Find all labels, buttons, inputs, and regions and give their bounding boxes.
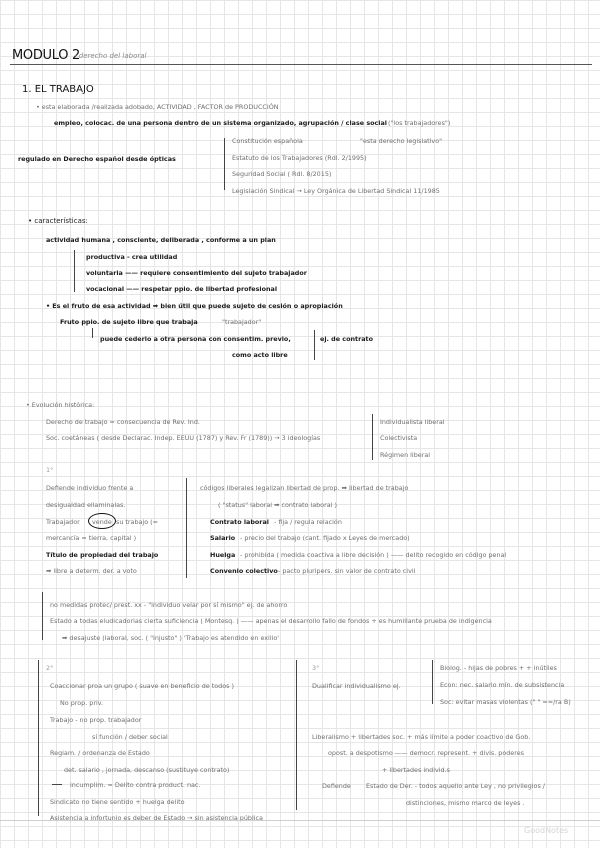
text-line: Biolog. - hijas de pobres + + inútiles <box>440 664 557 672</box>
text-line: códigos liberales legalizan libertad de prop. ➡ libertad de trabajo <box>200 484 409 492</box>
text-line: empleo, colocac. de una persona dentro de un sistema organizado, agrupación / clase social <box>54 119 387 127</box>
text-line: mercancía = tierra, capital ) <box>46 534 137 542</box>
number-label: 2° <box>46 664 54 672</box>
bracket-line <box>314 330 315 360</box>
text-line: sí función / deber social <box>92 733 168 741</box>
text-line: Defiende <box>322 782 351 790</box>
text-line: regulado en Derecho español desde ópticas <box>18 155 176 163</box>
text-line: Sindicato no tiene sentido + huelga delito <box>50 798 185 806</box>
text-line: Título de propiedad del trabajo <box>46 551 159 559</box>
page-title: MODULO 2 <box>12 48 80 63</box>
text-line: - precio del trabajo (cant. fijado x Leyes de mercado) <box>240 534 410 542</box>
text-line: ( "status" laboral ➡ contrato laboral ) <box>218 501 337 509</box>
text-line: vende <box>92 518 112 526</box>
arrow-line <box>92 328 93 338</box>
bracket-line <box>74 250 75 292</box>
text-line: Convenio colectivo <box>210 567 278 575</box>
text-line: Soc. coetáneas ( desde Declarac. Indep. EEUU (1787) y Rev. Fr (1789)) → 3 ideologías <box>46 434 321 442</box>
text-line: actividad humana , consciente, deliberada , conforme a un plan <box>46 236 276 244</box>
bracket-line <box>186 478 187 578</box>
text-line: Regiam. / ordenanza de Estado <box>50 749 150 757</box>
text-line: Huelga <box>210 551 236 559</box>
text-line: ej. de contrato <box>320 335 374 343</box>
title-underline <box>10 64 592 65</box>
number-label: 1° <box>46 466 54 474</box>
text-line: Econ: nec. salario mín. de subsistencia <box>440 681 565 689</box>
text-line: + libertades individ.s <box>382 766 450 774</box>
text-line: det. salario , jornada, descanso (sustituye contrato) <box>64 766 230 774</box>
bracket-line <box>42 592 43 640</box>
watermark: GoodNotes <box>524 826 569 835</box>
text-line: Dualificar individualismo ej. <box>312 682 401 690</box>
text-line: "trabajador" <box>222 318 262 326</box>
footer-rule <box>0 820 600 821</box>
text-line: ➡ libre a determ. der. a voto <box>46 567 137 575</box>
section-heading: 1. EL TRABAJO <box>22 84 94 95</box>
text-line: distinciones, mismo marco de leyes . <box>406 799 525 807</box>
text-line: "esta derecho legislativo" <box>360 137 443 145</box>
text-line: No prop. priv. <box>60 699 104 707</box>
text-line: Estado a todas eludicadorias cierta suficiencia ( Montesq. ) —— apenas el desarrollo fallo de fondos + es humillante prueba de indigencia <box>50 617 492 625</box>
page-subtitle: - derecho del laboral <box>74 52 147 60</box>
text-line: su trabajo (= <box>116 518 158 526</box>
text-line: Asistencia a infortunio es deber de Estado → sin asistencia pública <box>50 814 263 822</box>
text-line: incumplim. = Delito contra product. nac. <box>70 781 201 789</box>
text-line: Fruto ppio. de sujeto libre que trabaja <box>60 318 198 326</box>
subheading: • Evolución histórica: <box>26 401 95 409</box>
text-line: vocacional —— respetar ppio. de libertad profesional <box>86 285 278 293</box>
text-line: Trabajo - no prop. trabajador <box>50 716 142 724</box>
text-line: no medidas protec/ prest. xx - "individuo velar por sí mismo" ej. de ahorro <box>50 601 288 609</box>
text-line: ("los trabajadores") <box>388 119 451 127</box>
text-line: Derecho de trabajo = consecuencia de Rev. Ind. <box>46 418 200 426</box>
bracket-line <box>432 660 433 704</box>
text-line: • esta elaborada /realizada adobado, ACTIVIDAD , FACTOR de PRODUCCIÓN <box>36 103 279 111</box>
text-line: Estatuto de los Trabajadores (Rdl. 2/1995) <box>232 154 367 162</box>
ideology-item: Individualista liberal <box>380 418 445 426</box>
ideology-item: Colectivista <box>380 434 418 442</box>
text-line: Soc: evitar masas violentas (" " ==/ra B) <box>440 698 571 706</box>
number-label: 3° <box>312 664 320 672</box>
text-line: ➡ desajuste (laboral, soc. ( "injusto" ) 'Trabajo es atendido en exilio' <box>62 634 280 642</box>
arrow-line <box>52 784 62 785</box>
bracket-line <box>296 660 297 810</box>
subheading: • características: <box>28 217 88 225</box>
text-line: Seguridad Social ( Rdl. 8/2015) <box>232 170 332 178</box>
text-line: Estado de Der. - todos aquello ante Ley , no privilegios / <box>366 782 545 790</box>
bracket-line <box>372 414 373 460</box>
text-line: Coaccionar proa un grupo ( suave en beneficio de todos ) <box>50 682 234 690</box>
text-line: - pacto pluripers. sin valor de contrato civil <box>278 567 416 575</box>
text-line: - fija / regula relación <box>274 518 342 526</box>
text-line: Constitución española <box>232 137 303 145</box>
text-line: productiva - crea utilidad <box>86 253 178 261</box>
bracket-line <box>224 138 225 190</box>
text-line: Legislación Sindical → Ley Orgánica de Libertad Sindical 11/1985 <box>232 187 440 195</box>
text-line: como acto libre <box>232 351 288 359</box>
text-line: opost. a despotismo —— democr. represent. + divis. poderes <box>328 749 524 757</box>
text-line: • Es el fruto de esa actividad ➡ bien útil que puede sujeto de cesión o apropiación <box>46 302 343 310</box>
text-line: Defiende individuo frente a <box>46 484 134 492</box>
bracket-line <box>38 660 39 816</box>
text-line: puede cederlo a otra persona con consentim. previo, <box>100 335 291 343</box>
text-line: Trabajador <box>46 518 80 526</box>
text-line: Liberalismo + libertades soc. + más límite a poder coactivo de Gob. <box>312 733 531 741</box>
ideology-item: Régimen liberal <box>380 451 431 459</box>
text-line: - prohibida ( medida coactiva a libre decisión ) —— delito recogido en código penal <box>240 551 507 559</box>
text-line: desigualdad ellaminalas. <box>46 501 126 509</box>
text-line: voluntaria —— requiere consentimiento del sujeto trabajador <box>86 269 307 277</box>
text-line: Salario <box>210 534 236 542</box>
text-line: Contrato laboral <box>210 518 269 526</box>
